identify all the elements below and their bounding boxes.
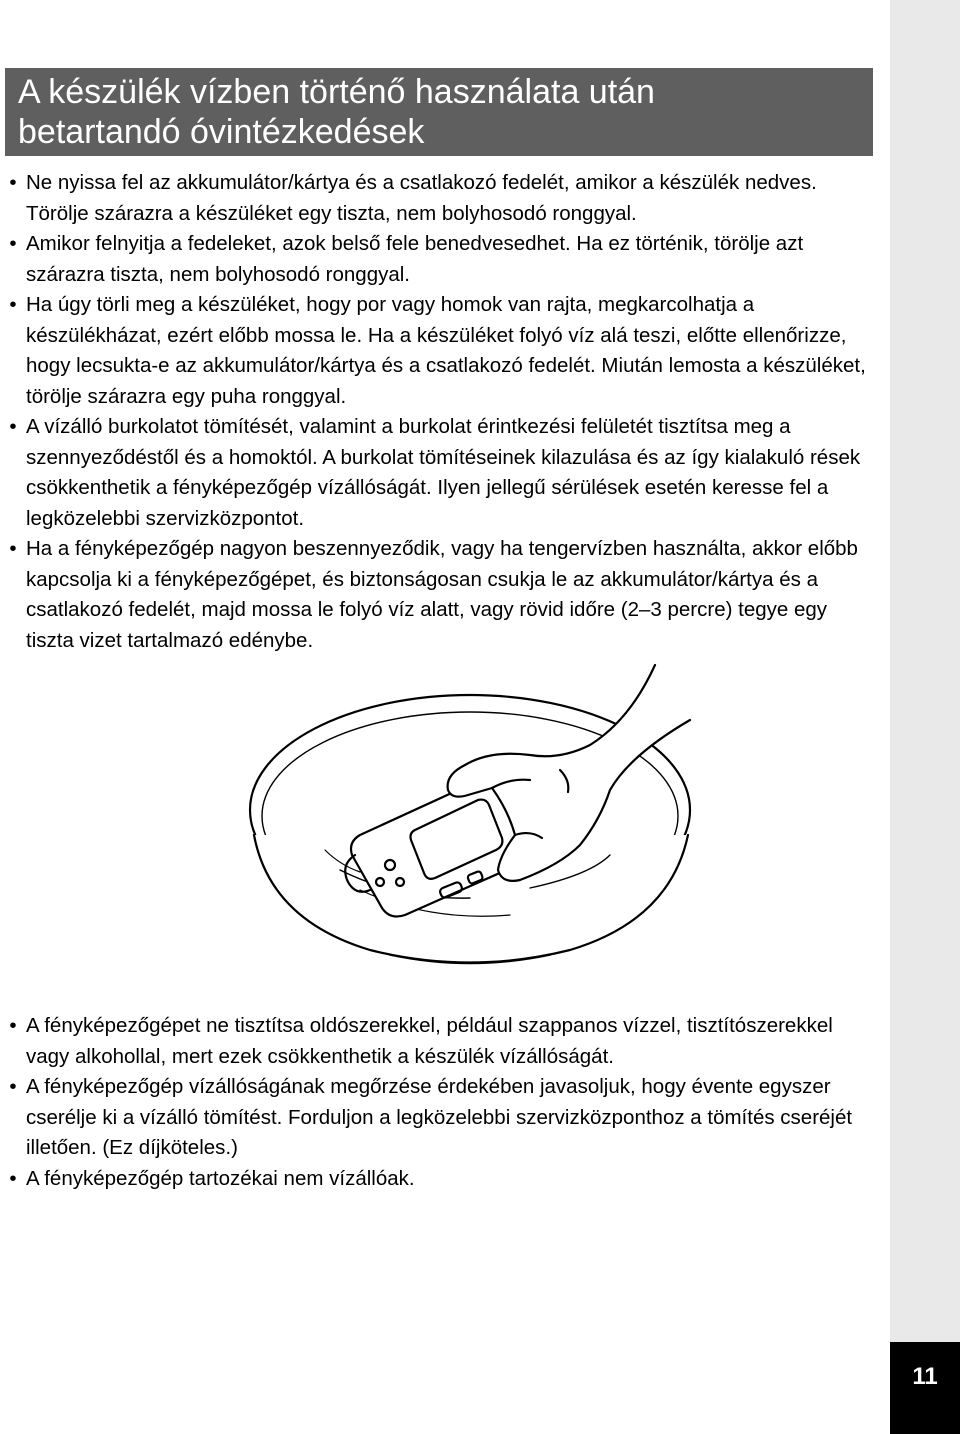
list-item (0, 290, 880, 412)
list-item-text: A fényképezőgép vízállóságának megőrzése érdekében javasoljuk, hogy évente egyszer cserélje ki a vízálló tömítést. Forduljon a legközelebbi szervizközponthoz a tömítés cseréjét illetően. (Ez díjköteles.) (26, 1075, 853, 1159)
list-item (0, 1164, 880, 1195)
page-number-box (890, 1342, 960, 1434)
page-title-banner (5, 68, 873, 156)
page-title-line-1: A készülék vízben történő használata után (18, 73, 655, 111)
page-number: 11 (912, 1363, 938, 1390)
bullet-icon: • (9, 1075, 17, 1098)
bullet-icon: • (9, 293, 17, 316)
precautions-list-top (0, 168, 880, 656)
side-margin-strip (890, 0, 960, 1434)
list-item-text: A vízálló burkolatot tömítését, valamint a burkolat érintkezési felületét tisztítsa meg a szennyeződéstől és a homoktól. A burkolat tömítéseinek kilazulása és az így kialakuló rések csökkenthetik a fényképezőgép vízállóságát. Ilyen jellegű sérülések esetén keresse fel a legközelebbi szervizközpontot. (26, 415, 861, 530)
list-item-text: Ne nyissa fel az akkumulátor/kártya és a csatlakozó fedelét, amikor a készülék nedves. Törölje szárazra a készüléket egy tiszta, nem bolyhosodó ronggyal. (26, 171, 817, 225)
bullet-icon: • (9, 1166, 17, 1190)
list-item-text: Ha a fényképezőgép nagyon beszennyeződik, vagy ha tengervízben használta, akkor előbb kapcsolja ki a fényképezőgépet, és biztonságosan csukja le az akkumulátor/kártya és a csatlakozó fedelét, majd mossa le folyó víz alatt, vagy rövid időre (2–3 percre) tegye egy tiszta vizet tartalmazó edénybe. (26, 537, 858, 652)
list-item-text: A fényképezőgép tartozékai nem vízállóak. (26, 1166, 415, 1190)
bullet-icon: • (9, 415, 17, 438)
bullet-icon: • (9, 171, 17, 194)
list-item (0, 1072, 880, 1164)
page-title-line-2: betartandó óvintézkedések (18, 113, 425, 151)
list-item-text: A fényképezőgépet ne tisztítsa oldószerekkel, például szappanos vízzel, tisztítószerekkel vagy alkohollal, mert ezek csökkenthetik a készülék vízállóságát. (26, 1014, 833, 1068)
list-item-text: Ha úgy törli meg a készüléket, hogy por vagy homok van rajta, megkarcolhatja a készülékházat, ezért előbb mossa le. Ha a készüléket folyó víz alá teszi, előtte ellenőrizze, hogy lecsukta-e az akkumulátor/kártya és a csatlakozó fedelét. Miután lemosta a készüléket, törölje szárazra egy puha ronggyal. (26, 293, 866, 408)
camera-washing-illustration (230, 660, 730, 980)
list-item (0, 168, 880, 229)
list-item (0, 534, 880, 656)
bullet-icon: • (9, 232, 17, 255)
bullet-icon: • (9, 537, 17, 560)
list-item (0, 412, 880, 534)
list-item-text: Amikor felnyitja a fedeleket, azok belső fele benedvesedhet. Ha ez történik, törölje azt szárazra tiszta, nem bolyhosodó ronggyal. (26, 232, 804, 286)
list-item (0, 229, 880, 290)
precautions-list-bottom (0, 1011, 880, 1194)
list-item (0, 1011, 880, 1072)
bullet-icon: • (9, 1014, 17, 1037)
